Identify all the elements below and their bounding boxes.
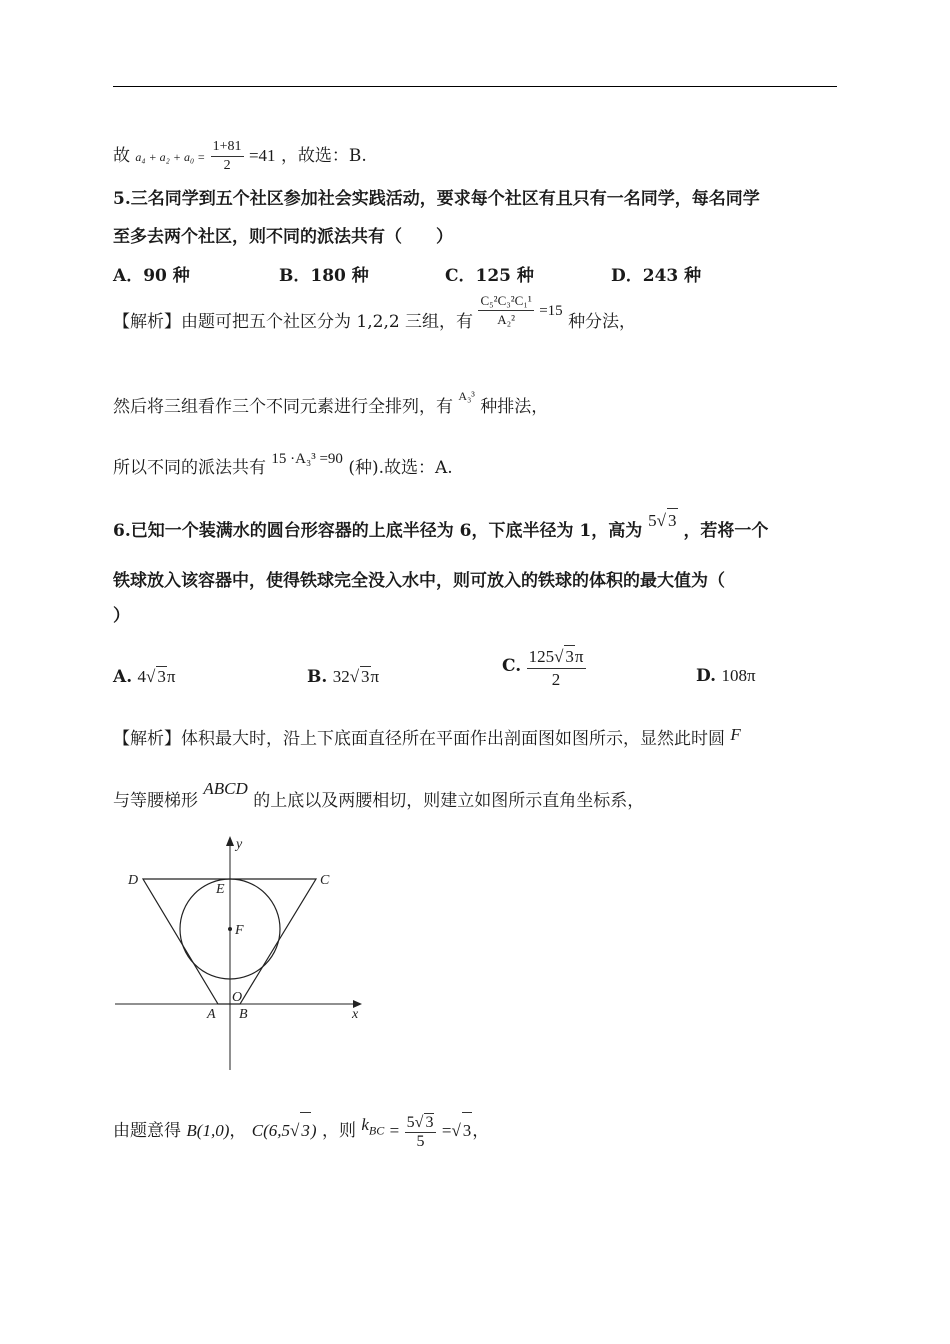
coefficient: 4: [137, 667, 147, 686]
trapezoid-figure: [110, 832, 370, 1077]
solution-text: 与等腰梯形: [113, 791, 198, 811]
solution-text: 【解析】体积最大时，沿上下底面直径所在平面作出剖面图如图所示，显然此时圆: [113, 729, 725, 749]
option-value: 108π: [721, 666, 756, 685]
q5-stem-line1: 5.三名同学到五个社区参加社会实践活动，要求每个社区有且只有一名同学，每名同学: [113, 189, 760, 209]
label-x: x: [352, 1007, 359, 1022]
fraction-denominator: A₂²: [497, 312, 516, 327]
radicand: 3: [300, 1112, 311, 1149]
solution-text: 然后将三组看作三个不同元素进行全排列，有: [113, 397, 453, 417]
label-f: F: [235, 923, 244, 938]
label-d: D: [128, 873, 139, 888]
center-point: [228, 927, 232, 931]
text-prefix: 故: [113, 146, 130, 166]
question-text: ，若将一个: [683, 521, 769, 541]
answer-choice: ，故选：B.: [280, 146, 367, 166]
question-text: 6.已知一个装满水的圆台形容器的上底半径为 6，下底半径为 1，高为: [113, 521, 643, 541]
q6-stem-line3: ）: [113, 606, 130, 626]
q6-solution-line2: [113, 779, 645, 813]
permutation-symbol: A₃³: [458, 389, 475, 403]
solution-text: 【解析】由题可把五个社区分为 1,2,2 三组，有: [113, 312, 474, 332]
radicand: 3: [157, 667, 166, 686]
q5-stem-line2: 至多去两个社区，则不同的派法共有（ ）: [113, 227, 453, 247]
q6-stem-line1: [113, 511, 769, 543]
math-expression: 15 ·A₃³ =90: [271, 451, 343, 467]
solution-text: 的上底以及两腰相切，则建立如图所示直角坐标系，: [253, 791, 645, 811]
slope-symbol: k: [361, 1115, 369, 1134]
label-a: A: [207, 1007, 216, 1022]
q6-option-d: [696, 666, 756, 686]
solution-text: 由题意得: [113, 1121, 181, 1141]
fraction-numerator: 1+81: [211, 138, 244, 157]
slope-fraction: [405, 1113, 437, 1151]
solution-text: ，则: [321, 1121, 356, 1141]
solution-text: 种分法，: [568, 312, 637, 332]
option-label: A.: [113, 667, 133, 687]
label-e: E: [216, 882, 225, 897]
math-expression: a₄ + a₂ + a₀ =: [135, 150, 206, 164]
q6-stem-line2: 铁球放入该容器中，使得铁球完全没入水中，则可放入的铁球的体积的最大值为（: [113, 571, 725, 591]
radicand: 3: [565, 647, 574, 666]
equals-sign: =: [441, 1121, 452, 1140]
point-c-prefix: C(6,5: [251, 1121, 291, 1140]
q6-option-b: B. 32√ 3π: [307, 667, 380, 687]
coefficient: 125: [528, 647, 555, 666]
math-variable: ABCD: [203, 779, 248, 798]
q6-option-a: A. 4√ 3π: [113, 667, 176, 687]
fraction-numerator: 5√ 3: [405, 1113, 437, 1133]
q5-solution-line2: [113, 389, 549, 420]
q5-option-c: C．125 种: [445, 266, 534, 286]
q5-option-b: B．180 种: [279, 266, 369, 286]
solution-text: 所以不同的派法共有: [113, 458, 266, 478]
q6-solution-line3: 由题意得 B(1,0)， C(6,5√ 3) ，则 $k_{BC}$ = $\frac{5√ 3}{5}$ =√ 3，: [113, 1113, 490, 1150]
fraction: [527, 645, 586, 691]
label-c: C: [320, 873, 330, 888]
solution-text: ，: [472, 1121, 490, 1141]
option-label: B.: [307, 667, 328, 687]
point-c: C(6,5√ 3): [252, 1121, 317, 1140]
radicand: 3: [425, 1113, 434, 1131]
fraction-numerator: 125√ 3π: [527, 645, 586, 669]
label-y: y: [236, 837, 243, 852]
q5-option-a: A．90 种: [113, 266, 190, 286]
y-axis-arrow: [226, 836, 234, 846]
pi-symbol: π: [574, 647, 584, 666]
previous-answer-line: [113, 138, 367, 175]
solution-text: 种排法，: [480, 397, 549, 417]
label-o: O: [232, 990, 243, 1005]
label-b: B: [239, 1007, 248, 1022]
option-label: D.: [696, 666, 717, 686]
slope-subscript: BC: [368, 1123, 385, 1138]
point-c-suffix: ): [310, 1121, 317, 1140]
radicand: 3: [462, 1112, 473, 1149]
option-label: C.: [502, 655, 522, 676]
fraction-denominator: 2: [551, 670, 561, 689]
coefficient: 32: [332, 667, 350, 686]
solution-text: (种).故选：A.: [348, 458, 453, 478]
fraction-numerator: C₅²C₃²C₁¹: [478, 292, 533, 311]
height-value: 5√ 3: [648, 511, 677, 530]
fraction: [211, 138, 244, 175]
q5-solution-line3: [113, 451, 453, 481]
coefficient: 5: [406, 1113, 415, 1131]
q5-option-d: D．243 种: [611, 266, 702, 286]
math-result: =15: [539, 303, 563, 319]
q6-solution-line1: [113, 727, 741, 751]
q6-option-c: [502, 645, 586, 691]
math-variable: F: [730, 725, 741, 744]
radicand: 3: [667, 508, 678, 533]
radicand: 3: [361, 667, 370, 686]
math-result: =41: [248, 146, 276, 165]
fraction-denominator: 5: [416, 1132, 425, 1150]
coefficient: 5: [648, 511, 657, 530]
pi-symbol: π: [370, 667, 380, 686]
fraction-denominator: 2: [223, 158, 231, 173]
pi-symbol: π: [166, 667, 176, 686]
header-rule: [113, 86, 837, 87]
combination-fraction: [478, 292, 533, 329]
point-b: B(1,0): [186, 1121, 230, 1140]
q5-solution-line1: [113, 293, 637, 343]
